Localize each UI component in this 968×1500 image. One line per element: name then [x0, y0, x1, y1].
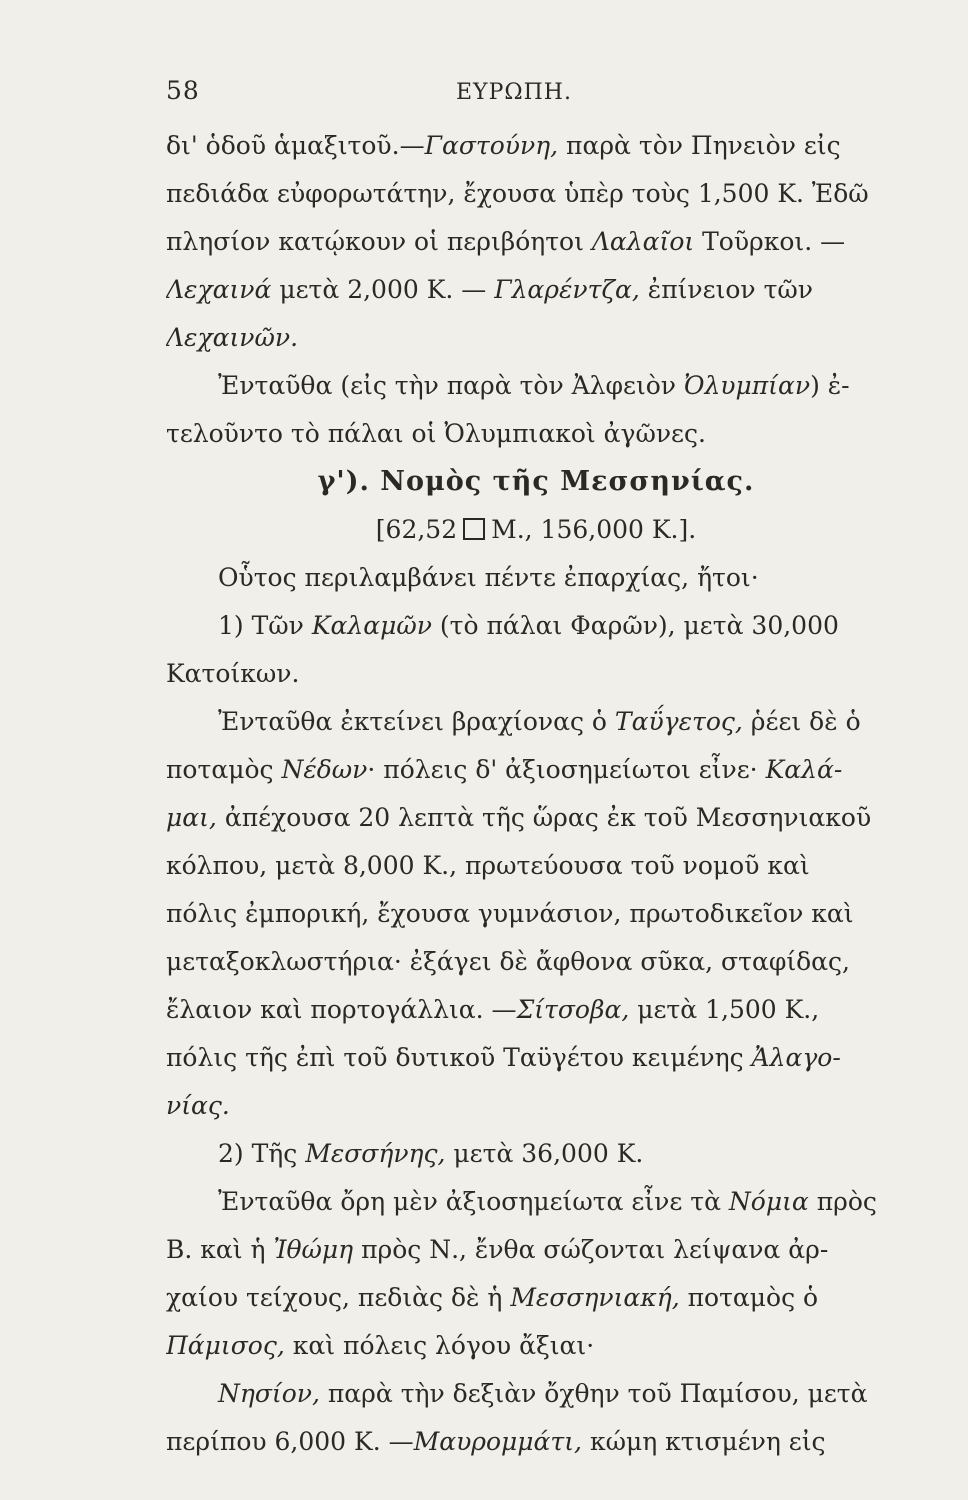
running-head: ΕΥΡΩΠΗ. [456, 80, 572, 105]
page-header [0, 76, 968, 116]
text-line: πλησίον κατῴκουν οἱ περιβόητοι Λαλαῖοι Τοῦρκοι. — [166, 227, 846, 256]
text-line: τελοῦντο τὸ πάλαι οἱ Ὀλυμπιακοὶ ἀγῶνες. [166, 419, 706, 448]
text-line: 2) Τῆς Μεσσήνης, μετὰ 36,000 Κ. [218, 1139, 644, 1168]
text-line: Νησίον, παρὰ τὴν δεξιὰν ὄχθην τοῦ Παμίσου, μετὰ [218, 1379, 868, 1408]
body-text [166, 122, 906, 1466]
text-line: Ἐνταῦθα (εἰς τὴν παρὰ τὸν Ἀλφειὸν Ὀλυμπίαν) ἐ- [218, 371, 850, 400]
text-line: δι' ὁδοῦ ἁμαξιτοῦ.—Γαστούνη, παρὰ τὸν Πηνειὸν εἰς [166, 131, 841, 160]
text-line: Λεχαινά μετὰ 2,000 Κ. — Γλαρέντζα, ἐπίνειον τῶν [166, 275, 813, 304]
text-line: περίπου 6,000 Κ. —Μαυρομμάτι, κώμη κτισμένη εἰς [166, 1427, 826, 1456]
section-statistics: [62,52 Μ., 156,000 Κ.]. [375, 515, 697, 544]
text-line: μαι, ἀπέχουσα 20 λεπτὰ τῆς ὥρας ἐκ τοῦ Μεσσηνιακοῦ [166, 803, 872, 832]
section-heading: γ'). Νομὸς τῆς Μεσσηνίας. [317, 466, 755, 497]
text-line: Ἐνταῦθα ὄρη μὲν ἀξιοσημείωτα εἶνε τὰ Νόμια πρὸς [218, 1187, 877, 1216]
page-number: 58 [166, 76, 200, 105]
text-line: Οὗτος περιλαμβάνει πέντε ἐπαρχίας, ἤτοι· [218, 563, 759, 592]
text-line: πόλις τῆς ἐπὶ τοῦ δυτικοῦ Ταϋγέτου κειμένης Ἀλαγο- [166, 1043, 841, 1072]
text-line: 1) Τῶν Καλαμῶν (τὸ πάλαι Φαρῶν), μετὰ 30,000 [218, 611, 839, 640]
text-line: πεδιάδα εὐφορωτάτην, ἔχουσα ὑπὲρ τοὺς 1,500 Κ. Ἐδῶ [166, 179, 869, 208]
text-line: Λεχαινῶν. [166, 323, 299, 352]
text-line: Β. καὶ ἡ Ἰθώμη πρὸς Ν., ἔνθα σώζονται λείψανα ἀρ- [166, 1235, 829, 1264]
text-line: χαίου τείχους, πεδιὰς δὲ ἡ Μεσσηνιακή, ποταμὸς ὁ [166, 1283, 819, 1312]
text-line: Ἐνταῦθα ἐκτείνει βραχίονας ὁ Ταΰγετος, ῥέει δὲ ὁ [218, 707, 861, 736]
text-line: πόλις ἐμπορική, ἔχουσα γυμνάσιον, πρωτοδικεῖον καὶ [166, 899, 854, 928]
text-line: Πάμισος, καὶ πόλεις λόγου ἄξιαι· [166, 1331, 595, 1360]
text-line: κόλπου, μετὰ 8,000 Κ., πρωτεύουσα τοῦ νομοῦ καὶ [166, 851, 810, 880]
text-line: Κατοίκων. [166, 659, 300, 688]
text-line: ἔλαιον καὶ πορτογάλλια. —Σίτσοβα, μετὰ 1,500 Κ., [166, 995, 820, 1024]
text-line: νίας. [166, 1091, 230, 1120]
text-line: μεταξοκλωστήρια· ἐξάγει δὲ ἄφθονα σῦκα, σταφίδας, [166, 947, 851, 976]
square-symbol-icon [463, 518, 485, 540]
text-line: ποταμὸς Νέδων· πόλεις δ' ἀξιοσημείωτοι εἶνε· Καλά- [166, 755, 843, 784]
